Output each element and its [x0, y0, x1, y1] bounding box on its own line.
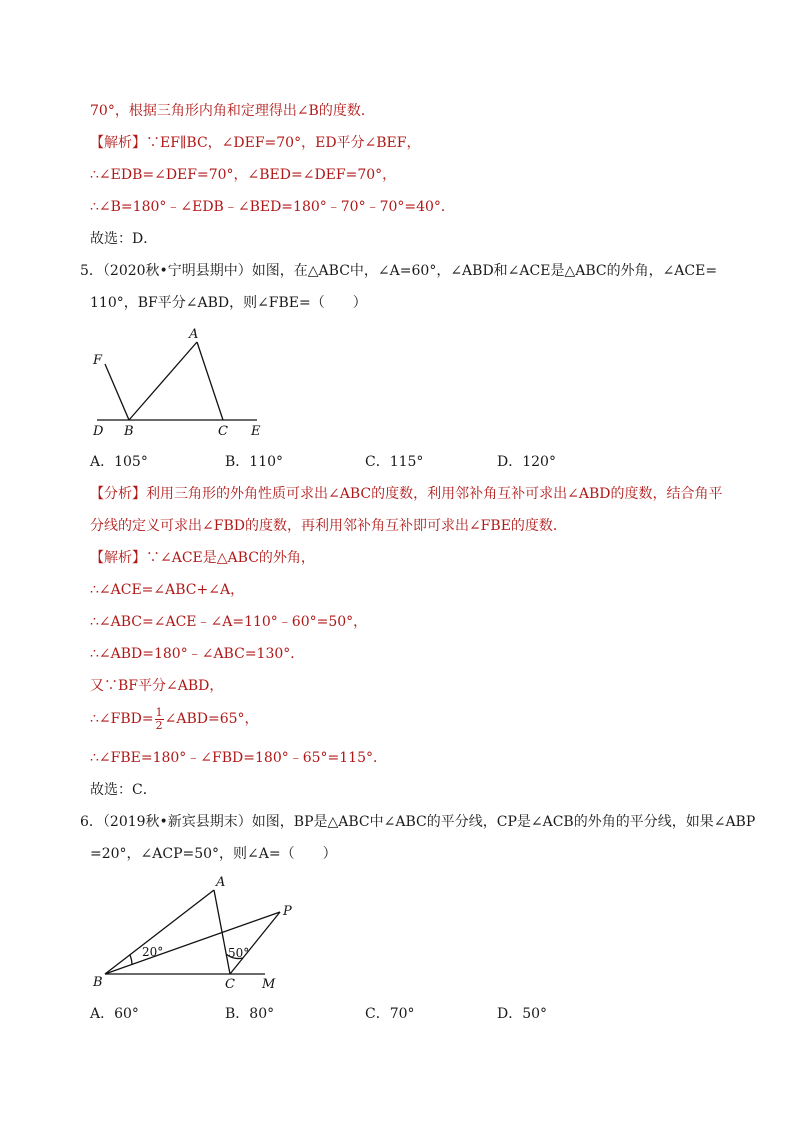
label-d: D [93, 424, 104, 439]
label-a: A [216, 875, 226, 890]
choice-a[interactable]: A．60° [90, 1006, 139, 1022]
solution-line: ∴∠ABD=180°﹣∠ABC=130°． [90, 646, 305, 662]
choice-c[interactable]: C．70° [365, 1006, 415, 1022]
question-6-figure [90, 872, 305, 997]
solution-line: 【解析】∵∠ACE是△ABC的外角， [90, 550, 315, 566]
question-5-text: 5．（2020秋•宁明县期中）如图，在△ABC中，∠A=60°，∠ABD和∠ACE是△ABC的外角，∠ACE= [80, 263, 718, 279]
label-a: A [189, 327, 199, 342]
choice-b[interactable]: B．110° [225, 454, 284, 470]
label-b: B [124, 424, 134, 439]
question-5-text-cont: 110°，BF平分∠ABD，则∠FBE=（ ） [90, 295, 367, 311]
label-c: C [225, 977, 235, 992]
analysis-line: 【分析】利用三角形的外角性质可求出∠ABC的度数，利用邻补角互补可求出∠ABD的度数，结合角平 [90, 486, 723, 502]
segment-bf [105, 364, 129, 420]
analysis-continuation: 70°，根据三角形内角和定理得出∠B的度数． [90, 103, 375, 119]
choice-b[interactable]: B．80° [225, 1006, 275, 1022]
answer-line: 故选：D． [90, 231, 158, 247]
fraction-denominator: 2 [155, 718, 163, 732]
fraction-numerator: 1 [155, 705, 163, 719]
fraction-one-half [155, 707, 164, 732]
label-f: F [93, 353, 103, 368]
fraction-prefix: ∴∠FBD= [90, 711, 154, 727]
segment-bp [105, 912, 280, 974]
segment-ba [129, 342, 197, 420]
choice-a[interactable]: A．105° [90, 454, 148, 470]
label-b: B [93, 975, 103, 990]
solution-line: 【解析】∵EF∥BC，∠DEF=70°，ED平分∠BEF， [90, 135, 421, 151]
question-6-text: 6．（2019秋•新宾县期末）如图，BP是△ABC中∠ABC的平分线，CP是∠ACB的外角的平分线，如果∠ABP [80, 814, 756, 830]
label-e: E [251, 424, 261, 439]
solution-line-fraction [90, 706, 259, 732]
angle-arc-b [130, 955, 132, 965]
analysis-line: 分线的定义可求出∠FBD的度数，再利用邻补角互补即可求出∠FBE的度数． [90, 518, 567, 534]
solution-line: 又∵BF平分∠ABD， [90, 678, 224, 694]
label-c: C [218, 424, 228, 439]
solution-line: ∴∠FBE=180°﹣∠FBD=180°﹣65°=115°． [90, 750, 387, 766]
solution-line: ∴∠ACE=∠ABC+∠A， [90, 582, 245, 598]
angle-label-20: 20° [142, 945, 164, 959]
fraction-suffix: ∠ABD=65°， [164, 711, 259, 727]
label-m: M [262, 977, 276, 992]
question-6-text-cont: =20°，∠ACP=50°，则∠A=（ ） [90, 846, 337, 862]
segment-ac [197, 342, 223, 420]
choice-d[interactable]: D．50° [497, 1006, 548, 1022]
angle-label-50: 50° [228, 946, 250, 960]
answer-line: 故选：C． [90, 782, 157, 798]
question-5-figure [85, 322, 275, 442]
solution-line: ∴∠EDB=∠DEF=70°，∠BED=∠DEF=70°， [90, 167, 397, 183]
solution-line: ∴∠ABC=∠ACE﹣∠A=110°﹣60°=50°， [90, 614, 368, 630]
choice-d[interactable]: D．120° [497, 454, 556, 470]
segment-ba [105, 890, 214, 974]
solution-line: ∴∠B=180°﹣∠EDB﹣∠BED=180°﹣70°﹣70°=40°． [90, 199, 455, 215]
label-p: P [283, 904, 292, 919]
choice-c[interactable]: C．115° [365, 454, 424, 470]
